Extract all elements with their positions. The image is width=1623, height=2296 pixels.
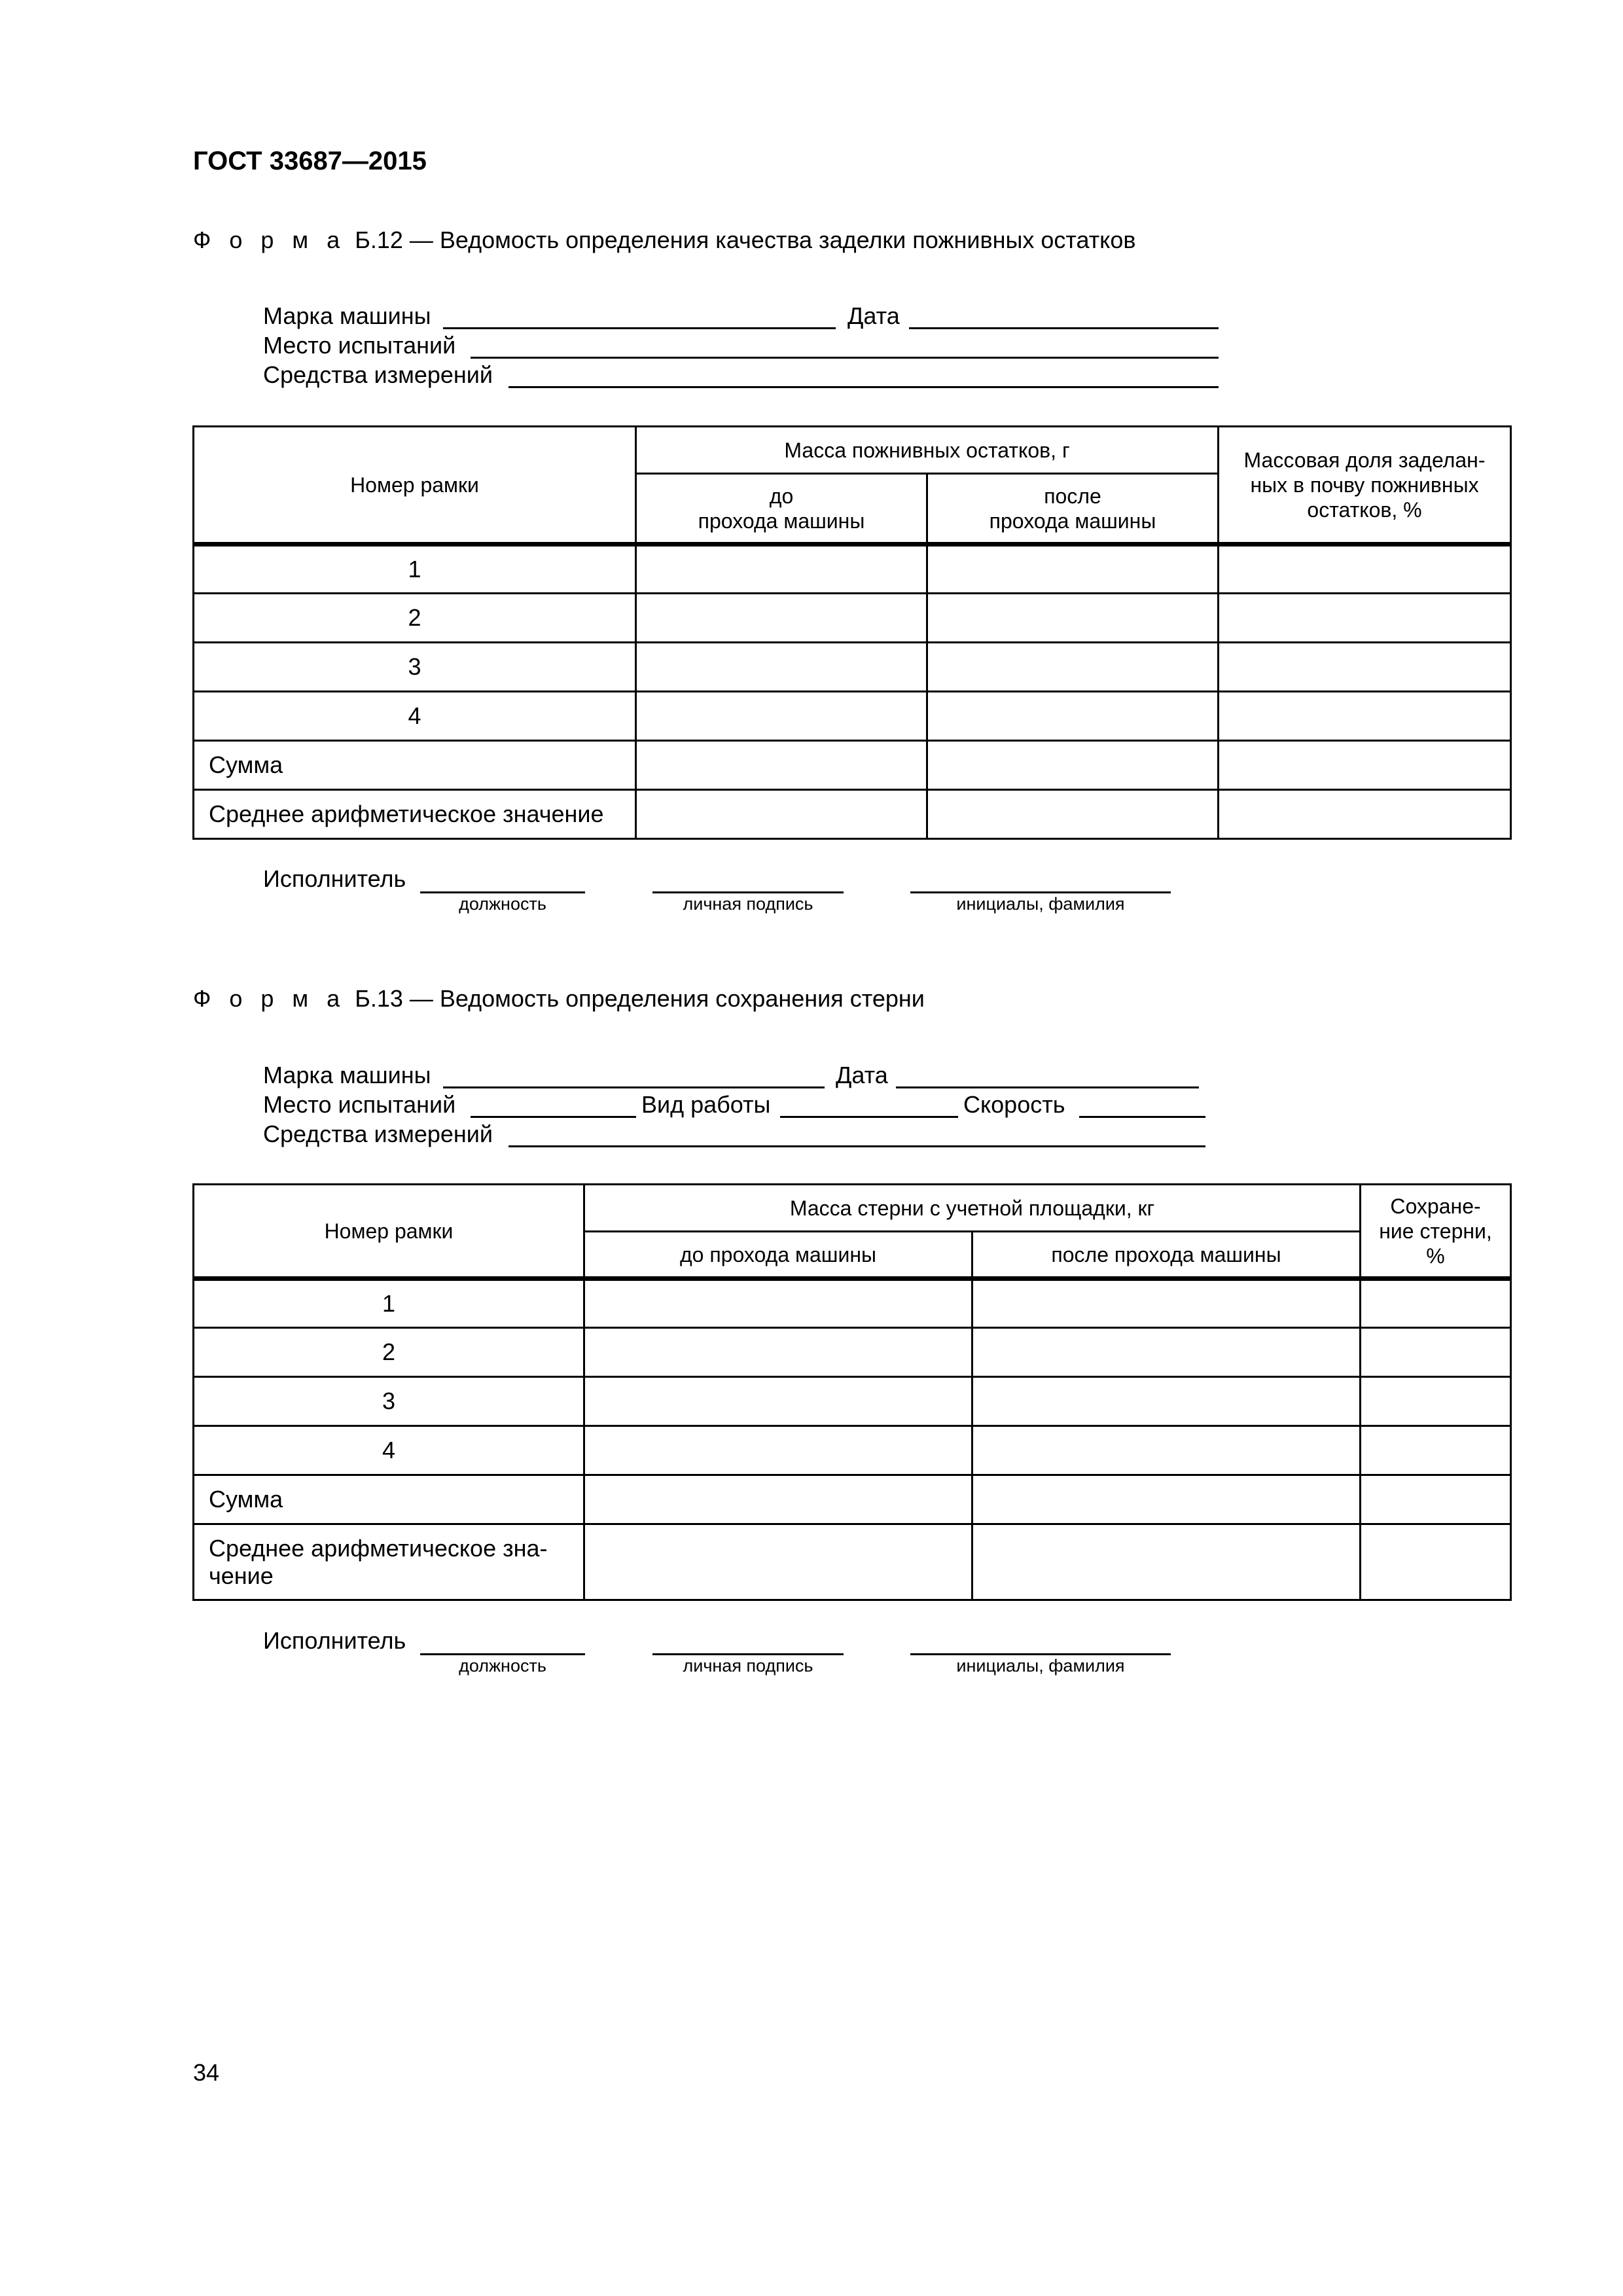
- table-cell[interactable]: [972, 1328, 1361, 1377]
- row-label: 1: [194, 545, 636, 594]
- instruments-field[interactable]: [508, 1145, 1205, 1147]
- table-cell[interactable]: [584, 1279, 972, 1328]
- form-b13-title: [193, 985, 925, 1013]
- executor-label: Исполнитель: [263, 1627, 406, 1654]
- header-after-pass: после прохода машины: [927, 474, 1219, 545]
- position-field[interactable]: [420, 1653, 585, 1655]
- row-label: 2: [194, 594, 636, 643]
- table-row: [194, 594, 1511, 643]
- row-label: 1: [194, 1279, 584, 1328]
- form-b12-machine-date-row: [263, 301, 1219, 331]
- executor-label: Исполнитель: [263, 865, 406, 892]
- table-row: [194, 1524, 1511, 1600]
- form-b13-title-text: Б.13 — Ведомость определения сохранения стерни: [355, 985, 925, 1012]
- signature-caption: личная подпись: [683, 1656, 813, 1676]
- table-cell[interactable]: [1361, 1524, 1511, 1600]
- table-cell[interactable]: [584, 1377, 972, 1426]
- header-mass-group: Масса пожнивных остатков, г: [636, 427, 1219, 474]
- table-row: [194, 1328, 1511, 1377]
- table-row: [194, 1475, 1511, 1524]
- table-cell[interactable]: [584, 1426, 972, 1475]
- table-row: [194, 1279, 1511, 1328]
- position-caption: должность: [459, 1656, 546, 1676]
- table-cell[interactable]: [1219, 692, 1511, 741]
- table-cell[interactable]: [1361, 1279, 1511, 1328]
- row-label: 4: [194, 1426, 584, 1475]
- table-cell[interactable]: [972, 1524, 1361, 1600]
- table-cell[interactable]: [1219, 790, 1511, 839]
- table-cell[interactable]: [927, 692, 1219, 741]
- table-cell[interactable]: [1219, 741, 1511, 790]
- table-cell[interactable]: [927, 790, 1219, 839]
- date-label: Дата: [847, 302, 900, 329]
- table-cell[interactable]: [927, 643, 1219, 692]
- table-cell[interactable]: [927, 594, 1219, 643]
- position-caption: должность: [459, 894, 546, 914]
- document-standard-header: ГОСТ 33687—2015: [193, 147, 427, 175]
- signature-caption: личная подпись: [683, 894, 813, 914]
- table-cell[interactable]: [1361, 1328, 1511, 1377]
- place-field[interactable]: [471, 1116, 636, 1118]
- signature-field[interactable]: [652, 891, 844, 893]
- table-cell[interactable]: [927, 741, 1219, 790]
- date-field[interactable]: [896, 1086, 1199, 1088]
- table-cell[interactable]: [1361, 1426, 1511, 1475]
- table-row: [194, 1377, 1511, 1426]
- machine-field[interactable]: [443, 327, 836, 329]
- row-label: Среднее арифметическое зна- чение: [194, 1524, 584, 1600]
- form-b12-title-text: Б.12 — Ведомость определения качества заделки пожнивных остатков: [355, 226, 1136, 253]
- instruments-label: Средства измерений: [263, 361, 493, 388]
- form-b12-signature-block: [263, 865, 1179, 918]
- header-frame-number: Номер рамки: [194, 1185, 584, 1279]
- table-cell[interactable]: [584, 1524, 972, 1600]
- machine-label: Марка машины: [263, 1062, 431, 1088]
- instruments-label: Средства измерений: [263, 1121, 493, 1147]
- place-label: Место испытаний: [263, 332, 456, 359]
- form-b12-prefix: Ф о р м а: [193, 226, 346, 253]
- table-cell[interactable]: [636, 741, 927, 790]
- table-cell[interactable]: [636, 790, 927, 839]
- table-row: [194, 643, 1511, 692]
- date-label: Дата: [836, 1062, 888, 1088]
- table-row: [194, 790, 1511, 839]
- table-cell[interactable]: [1219, 594, 1511, 643]
- table-cell[interactable]: [972, 1475, 1361, 1524]
- header-after-pass: после прохода машины: [972, 1232, 1361, 1279]
- row-label: 3: [194, 643, 636, 692]
- table-cell[interactable]: [1219, 643, 1511, 692]
- form-b12-title: [193, 226, 1135, 254]
- name-caption: инициалы, фамилия: [956, 1656, 1125, 1676]
- machine-field[interactable]: [443, 1086, 825, 1088]
- table-cell[interactable]: [1361, 1377, 1511, 1426]
- form-b13-machine-date-row: [263, 1060, 1199, 1090]
- table-row: [194, 1426, 1511, 1475]
- signature-field[interactable]: [652, 1653, 844, 1655]
- table-row: [194, 741, 1511, 790]
- form-b13-signature-block: [263, 1627, 1179, 1679]
- form-b13-prefix: Ф о р м а: [193, 985, 346, 1012]
- form-b13-table: [192, 1183, 1512, 1601]
- date-field[interactable]: [909, 327, 1219, 329]
- table-cell[interactable]: [584, 1328, 972, 1377]
- place-label: Место испытаний: [263, 1091, 456, 1118]
- row-label: 2: [194, 1328, 584, 1377]
- table-cell[interactable]: [636, 643, 927, 692]
- row-label: Сумма: [194, 1475, 584, 1524]
- header-before-pass: до прохода машины: [636, 474, 927, 545]
- form-b13-place-row: [263, 1090, 1205, 1120]
- work-type-label: Вид работы: [641, 1091, 771, 1118]
- table-cell[interactable]: [972, 1377, 1361, 1426]
- table-cell[interactable]: [636, 545, 927, 594]
- table-cell[interactable]: [972, 1279, 1361, 1328]
- table-cell[interactable]: [636, 594, 927, 643]
- row-label: 4: [194, 692, 636, 741]
- table-row: [194, 692, 1511, 741]
- machine-label: Марка машины: [263, 302, 431, 329]
- form-b12-instruments-row: [263, 360, 1219, 390]
- row-label: Среднее арифметическое значение: [194, 790, 636, 839]
- page-number: 34: [193, 2059, 220, 2086]
- name-caption: инициалы, фамилия: [956, 894, 1125, 914]
- table-cell[interactable]: [927, 545, 1219, 594]
- name-field[interactable]: [910, 1653, 1171, 1655]
- table-cell[interactable]: [1219, 545, 1511, 594]
- header-mass-group: Масса стерни с учетной площадки, кг: [584, 1185, 1361, 1232]
- row-label: 3: [194, 1377, 584, 1426]
- header-before-pass: до прохода машины: [584, 1232, 972, 1279]
- speed-field[interactable]: [1079, 1116, 1205, 1118]
- name-field[interactable]: [910, 891, 1171, 893]
- place-field[interactable]: [471, 357, 1219, 359]
- table-cell[interactable]: [1361, 1475, 1511, 1524]
- work-type-field[interactable]: [780, 1116, 958, 1118]
- row-label: Сумма: [194, 741, 636, 790]
- table-cell[interactable]: [584, 1475, 972, 1524]
- instruments-field[interactable]: [508, 386, 1219, 388]
- form-b12-place-row: [263, 331, 1219, 361]
- header-frame-number: Номер рамки: [194, 427, 636, 545]
- table-cell[interactable]: [636, 692, 927, 741]
- header-share: Массовая доля заделан- ных в почву пожнивных остатков, %: [1219, 427, 1511, 545]
- position-field[interactable]: [420, 891, 585, 893]
- table-cell[interactable]: [972, 1426, 1361, 1475]
- form-b13-instruments-row: [263, 1119, 1205, 1149]
- header-stubble-preservation: Сохране- ние стерни, %: [1361, 1185, 1511, 1279]
- table-row: [194, 545, 1511, 594]
- speed-label: Скорость: [963, 1091, 1065, 1118]
- form-b12-table: [192, 425, 1512, 840]
